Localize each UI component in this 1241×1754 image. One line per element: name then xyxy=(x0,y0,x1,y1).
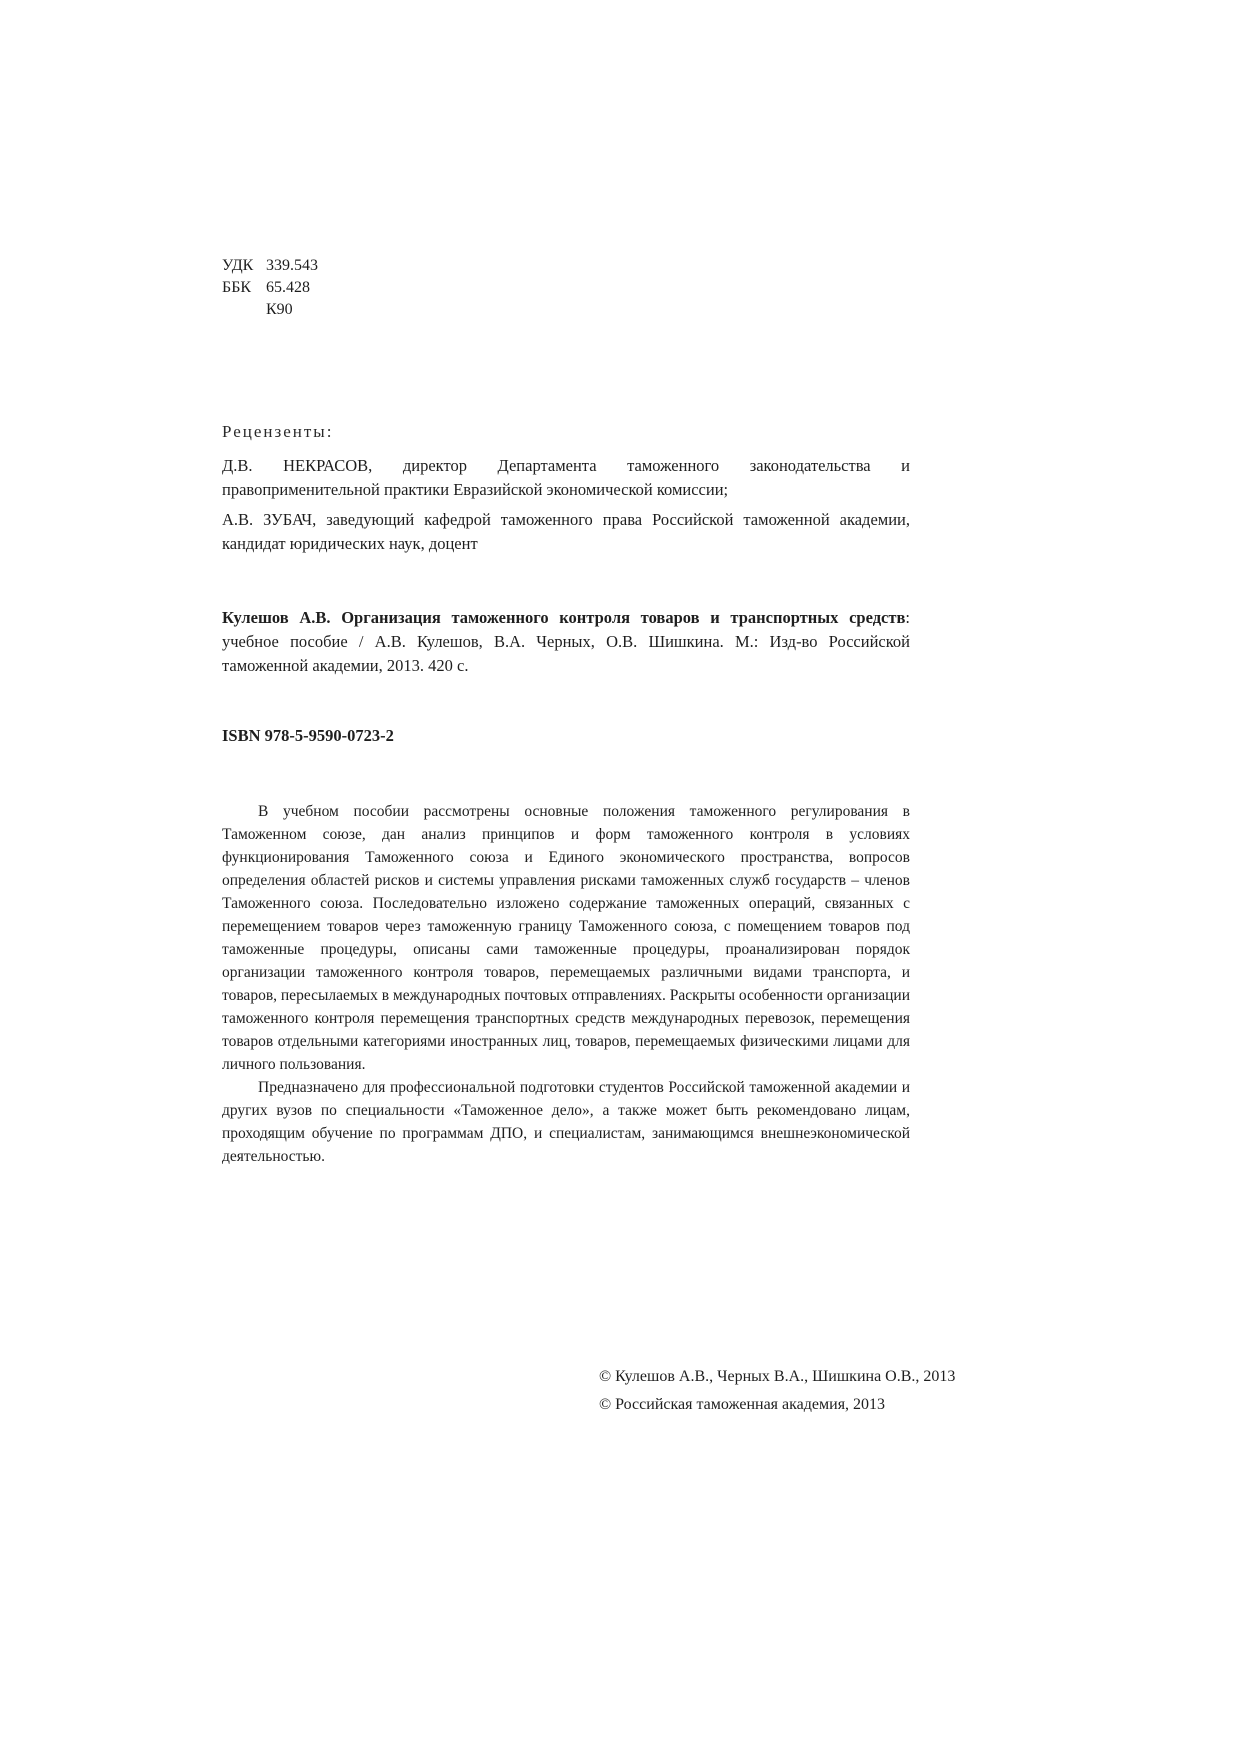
book-title: Кулешов А.В. Организация таможенного контроля товаров и транспортных средств xyxy=(222,608,906,627)
udk-label: УДК xyxy=(222,257,254,274)
udk-row xyxy=(222,255,318,277)
bbk-row xyxy=(222,277,318,299)
abstract-paragraph: В учебном пособии рассмотрены основные положения таможенного регулирования в Таможенном союзе, дан анализ принципов и форм таможенного контроля в условиях функционирования Таможенного союза и Единого экономического пространства, вопросов определения областей рисков и системы управления рисками таможенных служб государств – членов Таможенного союза. Последовательно изложено содержание таможенных операций, связанных с перемещением товаров через таможенную границу Таможенного союза, с помещением товаров под таможенные процедуры, описаны сами таможенные процедуры, проанализирован порядок организации таможенного контроля товаров, перемещаемых различными видами транспорта, и товаров, пересылаемых в международных почтовых отправлениях. Раскрыты особенности организации таможенного контроля перемещения транспортных средств международных перевозок, перемещения товаров отдельными категориями иностранных лиц, товаров, перемещаемых физическими лицами для личного пользования. xyxy=(222,803,910,1073)
reviewers-heading: Рецензенты: xyxy=(222,422,334,441)
classification-block xyxy=(222,255,318,321)
bbk-label: ББК xyxy=(222,279,252,296)
udk-value: 339.543 xyxy=(266,257,318,274)
author-mark: К90 xyxy=(266,301,293,318)
isbn: ISBN 978-5-9590-0723-2 xyxy=(222,726,394,745)
reviewer-item: А.В. ЗУБАЧ, заведующий кафедрой таможенного права Российской таможенной академии, кандидат юридических наук, доцент xyxy=(222,510,910,553)
copyright-block xyxy=(599,1363,955,1419)
bibliographic-record xyxy=(222,606,910,678)
reviewer-item: Д.В. НЕКРАСОВ, директор Департамента таможенного законодательства и правоприменительной практики Евразийской экономической комиссии; xyxy=(222,456,910,499)
bbk-value: 65.428 xyxy=(266,279,310,296)
abstract xyxy=(222,800,910,1168)
copyright-line: © Российская таможенная академия, 2013 xyxy=(599,1396,886,1413)
copyright-line: © Кулешов А.В., Черных В.А., Шишкина О.В., 2013 xyxy=(599,1368,956,1385)
bibliographic-details: : учебное пособие / А.В. Кулешов, В.А. Черных, О.В. Шишкина. М.: Изд-во Российской таможенной академии, 2013. 420 с. xyxy=(222,608,910,675)
author-mark-row xyxy=(222,299,318,321)
abstract-paragraph: Предназначено для профессиональной подготовки студентов Российской таможенной академии и других вузов по специальности «Таможенное дело», а также может быть рекомендовано лицам, проходящим обучение по программам ДПО, и специалистам, занимающимся внешнеэкономической деятельностью. xyxy=(222,1079,910,1165)
